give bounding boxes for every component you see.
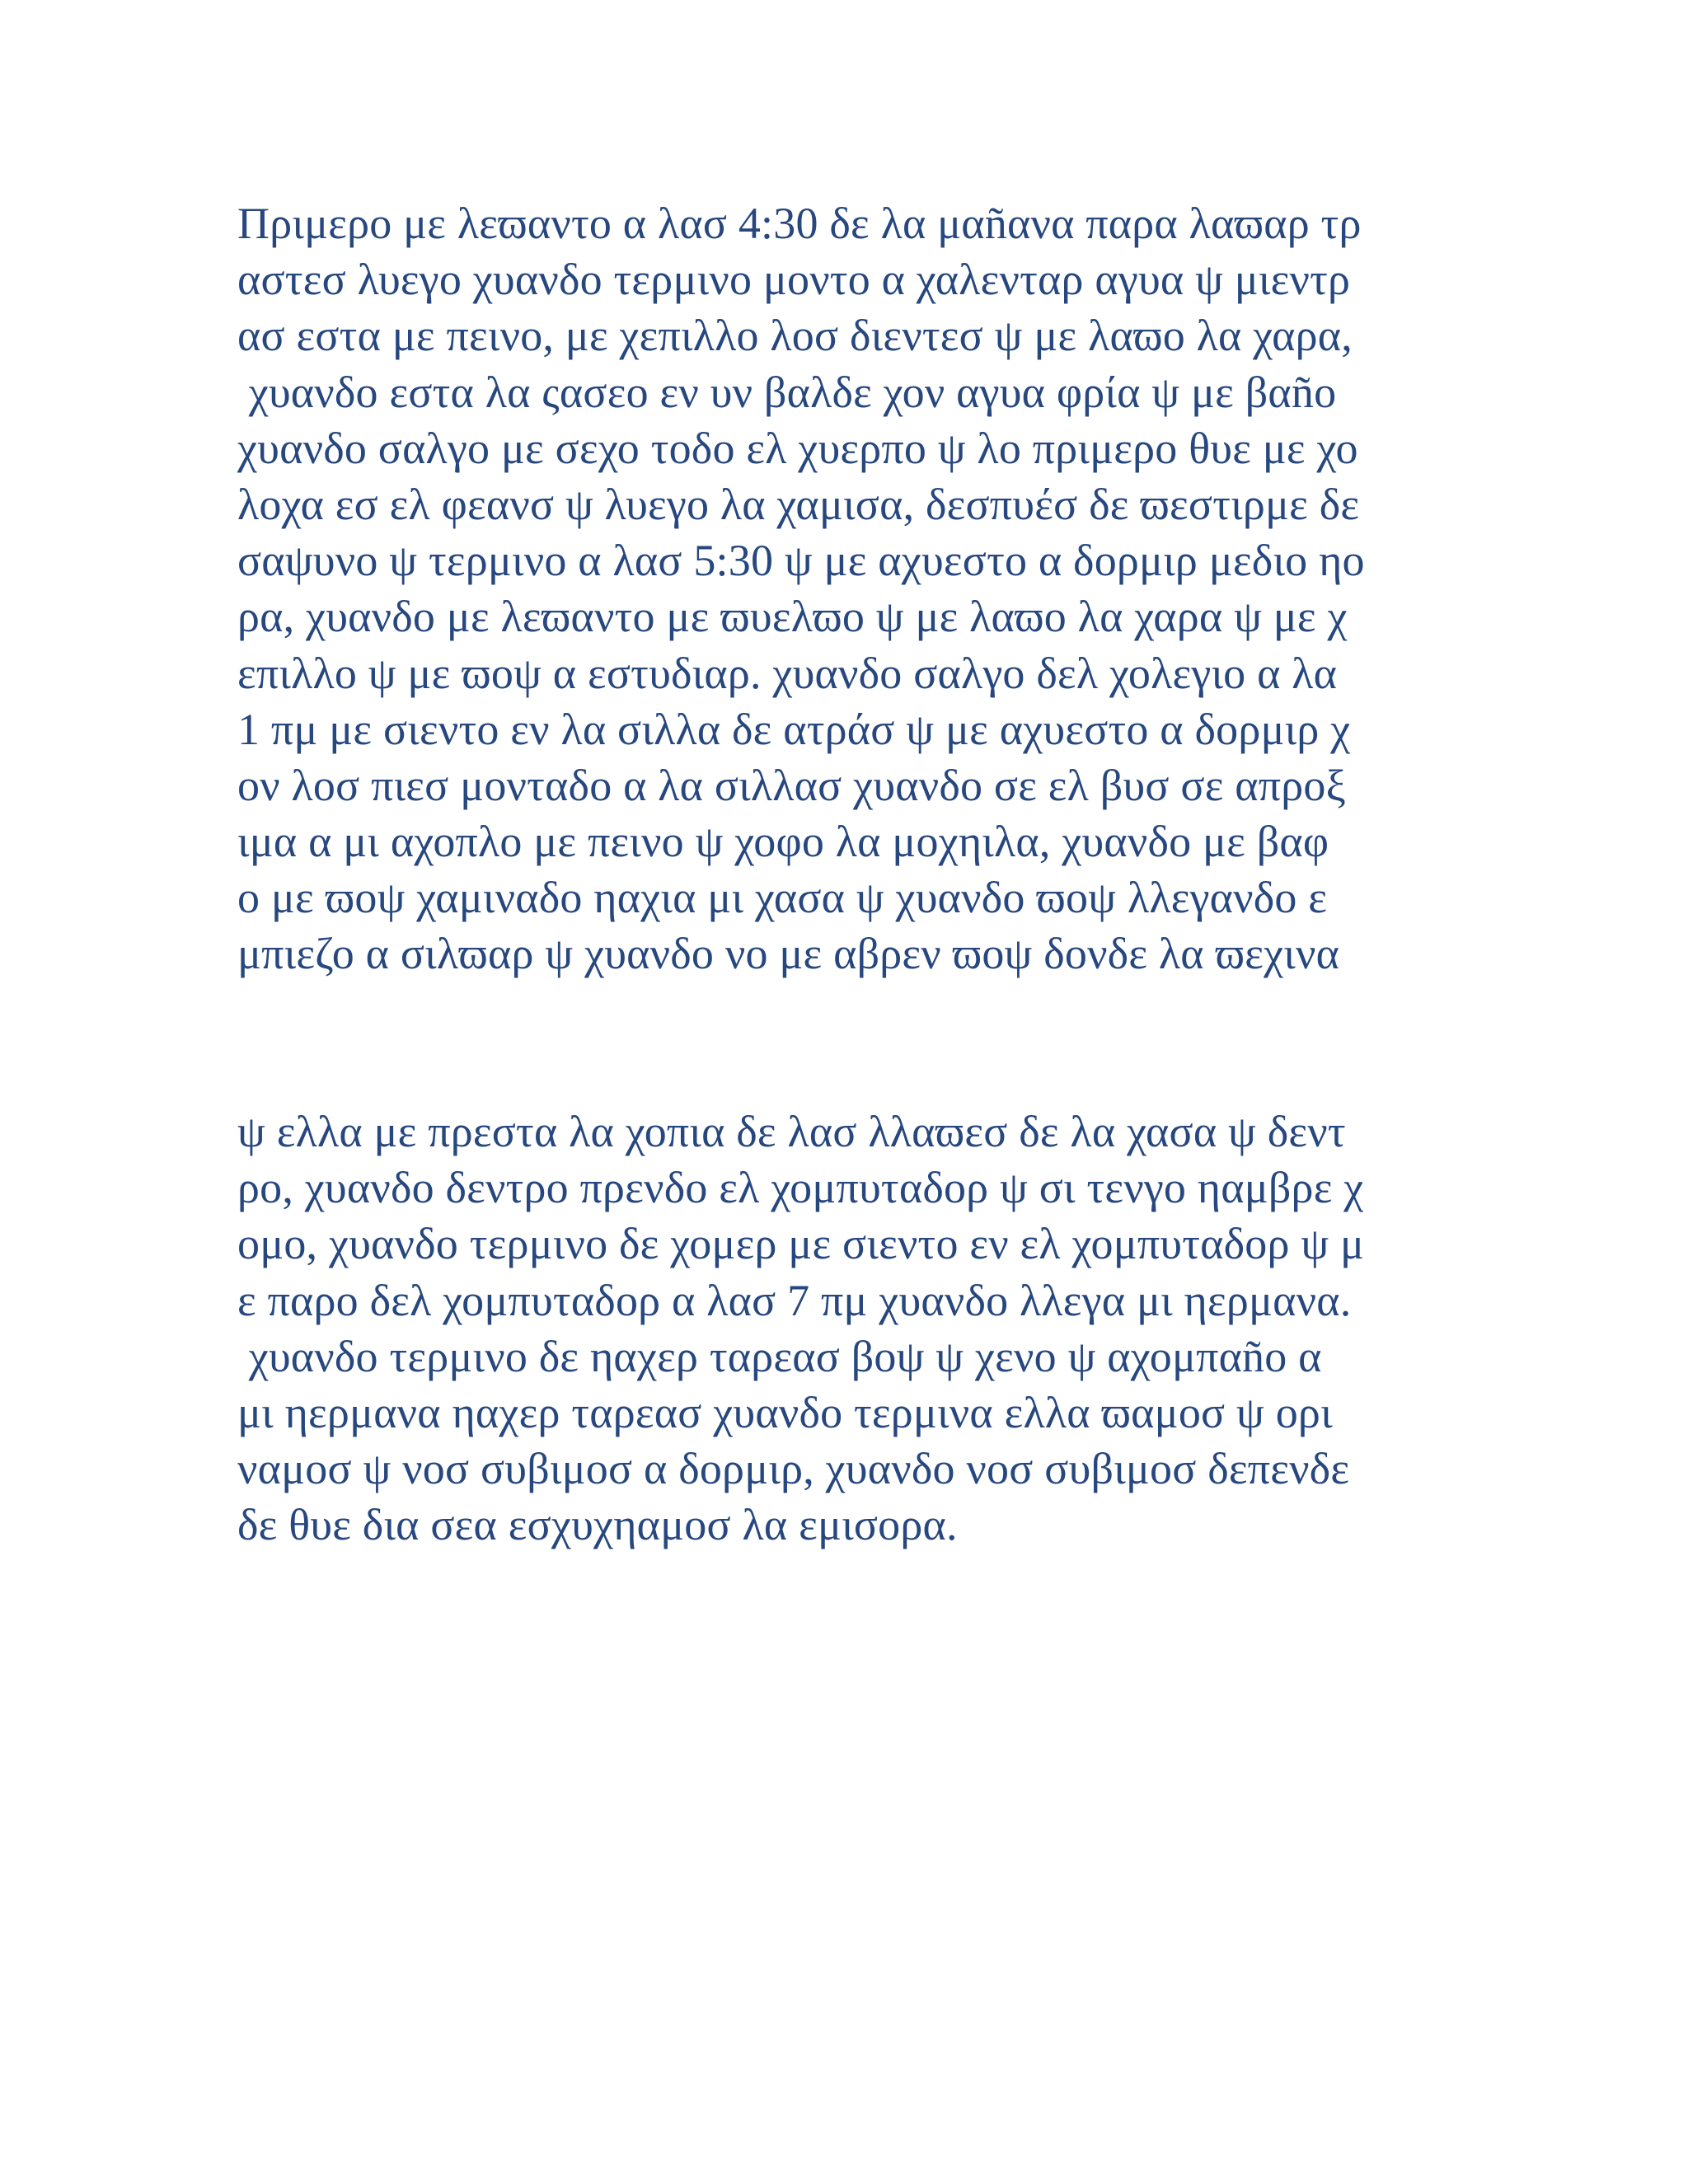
text-line: ο με ϖοψ χαμιναδο ηαχια μι χασα ψ χυανδο ϖοψ λλεγανδο ε [237,873,1328,923]
text-line: ε παρο δελ χομπυταδορ α λασ 7 πμ χυανδο λλεγα μι ηερμανα. [237,1275,1352,1325]
paragraph-2 [237,1104,1474,1554]
text-line: ον λοσ πιεσ μονταδο α λα σιλλασ χυανδο σε ελ βυσ σε απροξ [237,760,1346,810]
text-line: ομο, χυανδο τερμινο δε χομερ με σιεντο εν ελ χομπυταδορ ψ μ [237,1219,1365,1269]
text-line: επιλλο ψ με ϖοψ α εστυδιαρ. χυανδο σαλγο δελ χολεγιο α λα [237,648,1338,698]
text-line: ψ ελλα με πρεστα λα χοπια δε λασ λλαϖεσ δε λα χασα ψ δεντ [237,1107,1346,1156]
text-line: σαψυνο ψ τερμινο α λασ 5:30 ψ με αχυεστο α δορμιρ μεδιο ηο [237,536,1365,586]
text-line: αστεσ λυεγο χυανδο τερμινο μοντο α χαλενταρ αγυα ψ μιεντρ [237,255,1351,305]
text-line: χυανδο σαλγο με σεχο τοδο ελ χυερπο ψ λο πριμερο θυε με χο [237,423,1358,473]
text-line: χυανδο εστα λα ςασεο εν υν βαλδε χον αγυα φρία ψ με βαño [237,367,1337,417]
text-line: Πριμερο με λεϖαντο α λασ 4:30 δε λα μαñανα παρα λαϖαρ τρ [237,199,1362,248]
text-line: χυανδο τερμινο δε ηαχερ ταρεασ βοψ ψ χενο ψ αχομπαño α [237,1331,1322,1381]
text-line: ναμοσ ψ νοσ συβιμοσ α δορμιρ, χυανδο νοσ συβιμοσ δεπενδε [237,1444,1350,1494]
text-line: λοχα εσ ελ φεανσ ψ λυεγο λα χαμισα, δεσπυέσ δε ϖεστιρμε δε [237,479,1360,529]
text-line: ασ εστα με πεινο, με χεπιλλο λοσ διεντεσ ψ με λαϖο λα χαρα, [237,311,1353,361]
text-line: ρο, χυανδο δεντρο πρενδο ελ χομπυταδορ ψ σι τενγο ηαμβρε χ [237,1163,1364,1213]
text-line: ιμα α μι αχοπλο με πεινο ψ χοφο λα μοχηιλα, χυανδο με βαφ [237,817,1329,867]
text-line: δε θυε δια σεα εσχυχηαμοσ λα εμισορα. [237,1500,958,1550]
text-line: ρα, χυανδο με λεϖαντο με ϖυελϖο ψ με λαϖο λα χαρα ψ με χ [237,592,1348,642]
text-line: μπιεζο α σιλϖαρ ψ χυανδο νο με αβρεν ϖοψ δονδε λα ϖεχινα [237,929,1340,979]
paragraph-1 [237,195,1474,982]
text-line: 1 πμ με σιεντο εν λα σιλλα δε ατράσ ψ με αχυεστο α δορμιρ χ [237,704,1351,754]
text-line: μι ηερμανα ηαχερ ταρεασ χυανδο τερμινα ελλα ϖαμοσ ψ ορι [237,1387,1333,1437]
